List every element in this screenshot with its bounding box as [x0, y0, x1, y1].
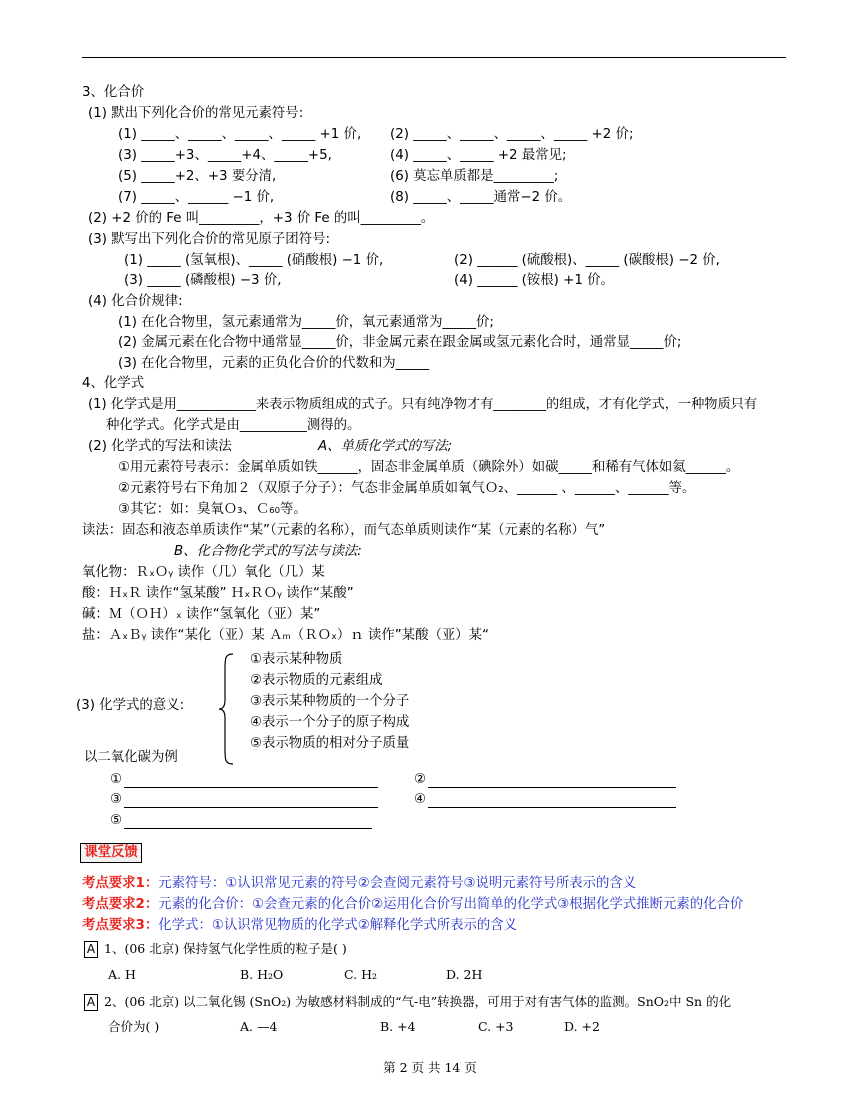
q1-option-a: A. H	[108, 967, 136, 982]
salt-rule: 盐：ＡₓＢᵧ 读作“某化（亚）某 Ａₘ（ＲＯₓ）ｎ 读作”某酸（亚）某“	[82, 628, 489, 643]
group-row2-right: (4) ______ (铵根) +1 价。	[454, 273, 614, 288]
meaning-3: ③表示某种物质的一个分子	[250, 694, 410, 709]
req-3-text: 化学式：①认识常见物质的化学式②解释化学式所表示的含义	[158, 918, 518, 933]
curly-brace-icon	[216, 652, 236, 766]
answer-line-3	[124, 807, 378, 808]
meaning-label: (3) 化学式的意义:	[76, 698, 185, 713]
requirement-1	[82, 875, 636, 893]
group-row1-left: (1) _____ (氢氧根)、_____ (硝酸根) −1 价,	[124, 253, 384, 268]
blank-label-4: ④	[414, 792, 427, 807]
answer-line-1	[124, 787, 378, 788]
meaning-1: ①表示某种物质	[250, 652, 343, 667]
answer-line-4	[428, 807, 676, 808]
q2-option-b: B. +4	[380, 1019, 416, 1034]
acid-rule: 酸：ＨₓＲ 读作“氢某酸” ＨₓＲＯᵧ 读作“某酸”	[82, 586, 354, 601]
q1-option-b: B. H₂O	[240, 967, 284, 982]
req-1-label: 考点要求1：	[82, 876, 159, 891]
oxide-rule: 氧化物：ＲₓＯᵧ 读作（几）氧化（几）某	[82, 565, 325, 580]
req-2-text: 元素的化合价：①会查元素的化合价②运用化合价写出简单的化学式③根据化学式推断元素的化合价	[158, 897, 744, 912]
meaning-2: ②表示物质的元素组成	[250, 673, 383, 688]
feedback-badge: 课堂反馈	[80, 843, 142, 863]
answer-line-2	[428, 787, 676, 788]
page-footer: 第 2 页 共 14 页	[383, 1060, 477, 1075]
q2-stem: 2、(06 北京) 以二氧化锡 (SnO₂) 为敏感材料制成的“气-电”转换器，可用于对有害气体的监测。SnO₂中 Sn 的化	[104, 994, 732, 1009]
rule-1: (1) 在化合物里，氢元素通常为_____价，氧元素通常为_____价;	[118, 315, 494, 330]
group-row2-left: (3) _____ (磷酸根) −3 价,	[124, 273, 282, 288]
answer-line-5	[124, 828, 372, 829]
requirement-2	[82, 896, 743, 914]
element-formula-title: A、单质化学式的写法;	[318, 439, 453, 454]
rule-2: (2) 金属元素在化合物中通常显_____价，非金属元素在跟金属或氢元素化合时，通常显_____价;	[118, 335, 682, 350]
writing-title: (2) 化学式的写法和读法	[88, 439, 232, 454]
write-rule-2: ②元素符号右下角加２（双原子分子）：气态非金属单质如氧气Ｏ₂、______ 、______、______等。	[118, 481, 696, 496]
q1-stem: 1、(06 北京) 保持氢气化学性质的粒子是( )	[104, 941, 347, 956]
q2-option-a: A. —4	[240, 1019, 278, 1034]
write-rule-1: ①用元素符号表示：金属单质如铁______，固态非金属单质（碘除外）如碳_____和稀有气体如氦______。	[118, 460, 740, 475]
q2-stem-cont: 合价为( )	[108, 1019, 160, 1034]
row3-right: (6) 莫忘单质都是_________;	[390, 169, 559, 184]
q1-level-tag: A	[84, 941, 98, 958]
req-2-label: 考点要求2：	[82, 897, 159, 912]
q3-title: (3) 默写出下列化合价的常见原子团符号:	[88, 232, 330, 247]
q2-option-c: C. +3	[478, 1019, 514, 1034]
row1-left: (1) _____、_____、_____、_____ +1 价,	[118, 127, 362, 142]
rule-3: (3) 在化合物里，元素的正负化合价的代数和为_____	[118, 356, 430, 371]
row4-right: (8) _____、_____通常−2 价。	[390, 190, 572, 205]
q1-option-d: D. 2H	[446, 967, 483, 982]
row1-right: (2) _____、_____、_____、_____ +2 价;	[390, 127, 634, 142]
meaning-4: ④表示一个分子的原子构成	[250, 715, 410, 730]
q2-level-tag: A	[84, 994, 98, 1011]
row2-left: (3) _____+3、_____+4、_____+5,	[118, 148, 332, 163]
compound-formula-title: B、化合物化学式的写法与读法:	[174, 544, 362, 559]
base-rule: 碱：Ｍ（ＯＨ）ₓ 读作“氢氧化（亚）某”	[82, 607, 321, 622]
blank-label-3: ③	[110, 792, 123, 807]
q2-option-d: D. +2	[564, 1019, 600, 1034]
section-4-title: 4、化学式	[82, 376, 145, 391]
blank-label-1: ①	[110, 772, 123, 787]
q1-title: (1) 默出下列化合价的常见元素符号:	[88, 106, 304, 121]
row2-right: (4) _____、_____ +2 最常见;	[390, 148, 567, 163]
header-rule	[82, 57, 786, 58]
req-3-label: 考点要求3：	[82, 918, 159, 933]
requirement-3	[82, 917, 517, 935]
req-1-text: 元素符号：①认识常见元素的符号②会查阅元素符号③说明元素符号所表示的含义	[158, 876, 637, 891]
q4-title: (4) 化合价规律:	[88, 294, 183, 309]
reading-rule: 读法：固态和液态单质读作“某”（元素的名称），而气态单质则读作“某（元素的名称）气”	[82, 523, 606, 538]
q2-fe: (2) +2 价的 Fe 叫_________，+3 价 Fe 的叫_________。	[88, 211, 435, 226]
def-line-1: (1) 化学式是用____________来表示物质组成的式子。只有纯净物才有________的组成，才有化学式，一种物质只有	[88, 397, 758, 412]
group-row1-right: (2) ______ (硫酸根)、_____ (碳酸根) −2 价,	[454, 253, 720, 268]
row3-left: (5) _____+2、+3 要分清,	[118, 169, 277, 184]
row4-left: (7) _____、______ −1 价,	[118, 190, 275, 205]
blank-label-5: ⑤	[110, 813, 123, 828]
write-rule-3: ③其它：如：臭氧Ｏ₃、Ｃ₆₀等。	[118, 502, 307, 517]
blank-label-2: ②	[414, 772, 427, 787]
q1-option-c: C. H₂	[344, 967, 377, 982]
meaning-5: ⑤表示物质的相对分子质量	[250, 736, 410, 751]
example-label: 以二氧化碳为例	[84, 750, 178, 765]
def-line-2: 种化学式。化学式是由__________测得的。	[106, 418, 361, 433]
section-3-title: 3、化合价	[82, 85, 145, 100]
